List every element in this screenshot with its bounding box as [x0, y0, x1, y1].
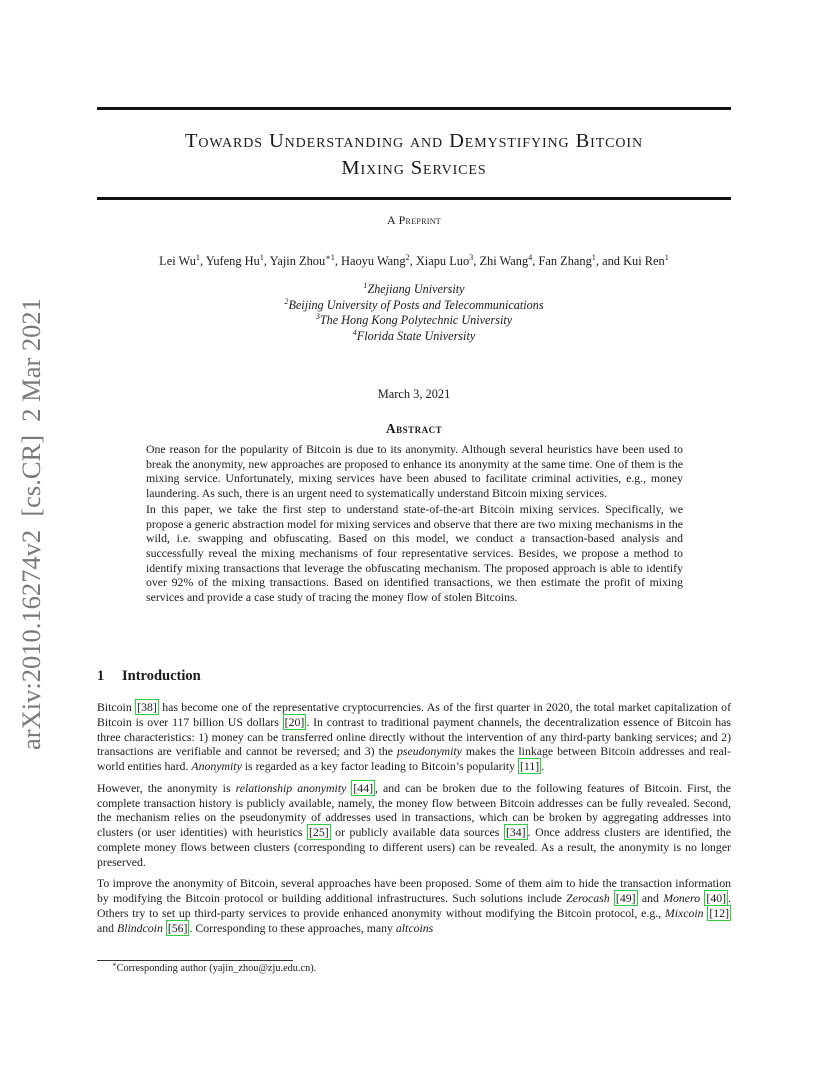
footnote-rule	[97, 960, 293, 961]
affiliation: $^1$Zhejiang University	[363, 280, 465, 296]
affiliation: $^4$Florida State University	[352, 327, 476, 343]
citation-link[interactable]: [34]	[505, 825, 526, 839]
abstract-heading: Abstract	[385, 421, 443, 436]
author: Fan Zhang$^1$	[538, 252, 596, 268]
affiliation-list	[97, 282, 731, 344]
preprint-label: A Preprint	[386, 213, 441, 227]
citation-link[interactable]: [56]	[167, 920, 188, 935]
citation-link[interactable]: [11]	[519, 759, 540, 773]
title-line-2: Mixing Services	[341, 157, 487, 179]
title-top-rule	[97, 107, 731, 110]
title-bottom-rule	[97, 197, 731, 200]
affiliation: $^2$Beijing University of Posts and Telecommunications	[284, 296, 544, 312]
citation-link[interactable]: [12]	[709, 905, 730, 920]
paper-date: March 3, 2021	[377, 387, 451, 401]
body-paragraph: Bitcoin [38] has become one of the representative cryptocurrencies. As of the first quarter in 2020, the total market capitalization of Bitcoin is over 117 billion US dollars [20] . In contrast to traditional payment channels, the decentralization essence of Bitcoin has three characteristics: 1) money can be transferred online directly without the intervention of any third-party banking services; and 2) transactions are verifiable and cannot be reversed; and 3) the pseudonymity makes the linkage between Bitcoin addresses and real-world entities hard. Anonymity is regarded as a key factor leading to Bitcoin’s popularity [11] .	[97, 700, 732, 773]
author-list: Lei Wu$^1$, Yufeng Hu$^1$, Yajin Zhou$^{∗1}$, Haoyu Wang$^2$, Xiapu Luo$^3$, Zhi Wang$^4$, Fan Zhang$^1$, and Kui Ren$^1$	[159, 252, 669, 268]
paper-title	[97, 128, 731, 182]
citation-link[interactable]: [20]	[284, 714, 305, 729]
authors-conjunction: and	[602, 254, 620, 268]
citation-link[interactable]: [40]	[706, 891, 727, 905]
introduction-body	[97, 700, 731, 942]
title-line-1: Towards Understanding and Demystifying Bitcoin	[184, 130, 644, 152]
citation-link[interactable]: [25]	[309, 825, 329, 839]
abstract-paragraph: One reason for the popularity of Bitcoin is due to its anonymity. Although several heuristics have been used to break the anonymity, new approaches are proposed to enhance its anonymity at the same time. One of them is the mixing service. Unfortunately, mixing services have been abused to facilitate criminal activities, e.g., money laundering. As such, there is an urgent need to systematically understand Bitcoin mixing services.	[146, 442, 683, 501]
citation-link[interactable]: [44]	[353, 780, 374, 795]
author: Yajin Zhou$^{∗1}$	[269, 252, 335, 268]
body-paragraph: However, the anonymity is relationship anonymity [44] , and can be broken due to the following features of Bitcoin. First, the complete transaction history is publicly available, namely, the money flow between Bitcoin addresses can be fully revealed. Second, the mechanism relies on the pseudonymity of addresses used in transactions, which can be broken by aggregating addresses into clusters (or user identities) with heuristics [25] or publicly available data sources [34] . Once address clusters are identified, the complete money flows between clusters (corresponding to different users) can be revealed. As a result, the anonymity is no longer preserved.	[97, 780, 732, 869]
author: Yufeng Hu$^1$	[205, 252, 264, 268]
section-number: 1	[97, 668, 105, 684]
footnote	[112, 963, 316, 974]
footnote-text: Corresponding author (yajin_zhou@zju.edu.cn).	[116, 963, 317, 974]
arxiv-watermark: arXiv:2010.16274v2 [cs.CR] 2 Mar 2021	[16, 298, 46, 750]
author: Lei Wu$^1$	[159, 252, 201, 268]
author: Kui Ren$^1$	[623, 252, 669, 268]
author: Zhi Wang$^4$	[479, 252, 533, 268]
abstract-paragraph: In this paper, we take the first step to understand state-of-the-art Bitcoin mixing services. Specifically, we propose a generic abstraction model for mixing services and observe that there are two mixing mechanisms in the wild, i.e. swapping and obfuscating. Based on this model, we conduct a transaction-based analysis and successfully reveal the mixing mechanisms of four representative services. Besides, we propose a method to identify mixing transactions that leverage the obfuscating mechanism. The proposed approach is able to identify over 92% of the mixing transactions. Based on identified transactions, we then estimate the profit of mixing services and provide a case study of tracing the money flow of stolen Bitcoins.	[146, 501, 683, 605]
body-paragraph: To improve the anonymity of Bitcoin, several approaches have been proposed. Some of them aim to hide the transaction information by modifying the Bitcoin protocol or building additional infrastructures. Such solutions include Zerocash [49] and Monero [40] . Others try to set up third-party services to provide enhanced anonymity without modifying the Bitcoin protocol, e.g., Mixcoin [12] and Blindcoin [56] . Corresponding to these approaches, many altcoins	[97, 876, 732, 935]
footnote-mark: ∗	[112, 961, 117, 969]
author: Xiapu Luo$^3$	[415, 252, 474, 268]
affiliation: $^3$The Hong Kong Polytechnic University	[315, 311, 513, 327]
citation-link[interactable]: [49]	[615, 891, 636, 905]
section-heading	[97, 668, 201, 685]
section-title: Introduction	[122, 668, 201, 684]
author: Haoyu Wang$^2$	[341, 252, 410, 268]
abstract-body	[146, 442, 683, 605]
citation-link[interactable]: [38]	[137, 700, 157, 714]
